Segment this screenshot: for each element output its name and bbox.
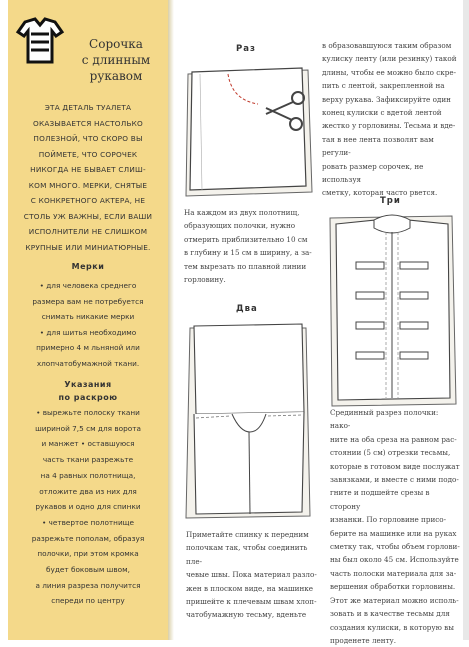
text-line: горловину. [184, 275, 226, 285]
intro-line: НИКОГДА НЕ БЫВАЕТ СЛИШ- [30, 165, 146, 174]
intro-line: С КОНКРЕТНОГО АКТЕРА, НЕ [30, 196, 146, 205]
text-line: полочкам так, чтобы соединить пле- [186, 543, 308, 566]
step-three-text [330, 406, 460, 647]
intro-line: ЭТА ДЕТАЛЬ ТУАЛЕТА [44, 103, 132, 112]
text-line: зовать и в качестве тесьмы для [330, 609, 450, 619]
cutting-line: и манжет • оставшуюся [41, 439, 135, 449]
intro-line: СТОЛЬ УЖ ВАЖНЫ, ЕСЛИ ВАШИ [23, 211, 153, 221]
continuation-text [322, 39, 460, 200]
intro-text [14, 100, 162, 255]
text-line: часть полоски материала для за- [330, 568, 457, 578]
step-three-label: Три [380, 196, 401, 206]
cutting-line: • четвертое полотнище [41, 517, 135, 527]
step-one-text [184, 206, 334, 286]
step-two-label: Два [236, 304, 258, 314]
text-line: На каждом из двух полотнищ, [184, 208, 300, 217]
cutting-line: полочки, при этом кромка [37, 549, 139, 559]
text-line: изнанки. По горловине присо- [330, 515, 447, 525]
intro-line: КРУПНЫЕ ИЛИ МИНИАТЮРНЫЕ. [25, 242, 151, 252]
intro-line: ИСПОЛНИТЕЛИ НЕ СЛИШКОМ [28, 227, 148, 236]
step-two-text [186, 528, 320, 622]
cutting-line: рукавов и одно для спинки [35, 502, 141, 512]
measures-line: • для шитья необходимо [39, 327, 137, 337]
text-line: создания кулиски, в которую вы [330, 622, 454, 632]
cutting-heading [14, 378, 162, 404]
text-line: тая в нее лента позволят вам регули- [322, 134, 434, 158]
cutting-line: шириной 7,5 см для ворота [35, 423, 141, 433]
title-line: Сорочка [89, 37, 143, 51]
text-line: в образовавшуюся таким образом [322, 41, 452, 50]
cutting-list [14, 405, 162, 609]
page-title [66, 36, 166, 84]
measures-line: размера вам не потребуется [32, 296, 144, 306]
intro-line: ОКАЗЫВАЕТСЯ НАСТОЛЬКО [33, 118, 143, 128]
text-line: стоянии (5 см) отрезки тесьмы, [330, 448, 451, 458]
text-line: пришейте к плечевым швам хлоп- [186, 597, 317, 607]
text-line: длины, чтобы ее можно было скре- [322, 67, 457, 77]
cutting-line: разрежьте пополам, образуя [31, 533, 145, 543]
step-one-label: Раз [236, 44, 256, 54]
cutting-line: а линия разреза получится [35, 580, 141, 590]
cutting-line: на 4 равных полотнища, [40, 470, 136, 480]
text-line: гните и подшейте срезы в сторону [330, 488, 430, 511]
text-line: верху рукава. Зафиксируйте один [322, 94, 451, 104]
text-line: кулиску ленту (или резинку) такой [322, 54, 457, 64]
text-line: ните на оба среза на равном рас- [330, 434, 457, 444]
measures-heading: Мерки [71, 262, 105, 271]
measures-line: снимать никакие мерки [41, 312, 135, 321]
text-line: тем вырезать по плавной линии [184, 261, 307, 271]
text-line: конец кулиски с вдетой лентой [322, 108, 442, 118]
text-line: которые в готовом виде послужат [330, 461, 460, 471]
cutting-heading-line: Указания [64, 380, 112, 389]
text-line: чатобумажную тесьму, вденьте [186, 610, 307, 620]
text-line: берите на машинке или на руках [330, 528, 457, 538]
shirt-logo-icon [15, 16, 65, 66]
cutting-line: отложите два из них для [39, 486, 137, 496]
cutting-line: будет боковым швом, [46, 565, 130, 575]
text-line: ны был около 45 см. Используйте [330, 555, 459, 565]
measures-list [14, 278, 162, 371]
text-line: Этот же материал можно исполь- [330, 595, 459, 605]
measures-line: хлопчатобумажной ткани. [36, 358, 140, 368]
text-line: сметку так, чтобы объем горлови- [330, 542, 460, 552]
text-line: жен в плоском виде, на машинке [186, 583, 314, 593]
intro-line: КОМ МНОГО. МЕРКИ, СНЯТЫЕ [28, 180, 148, 190]
text-line: Приметайте спинку к передним [186, 530, 309, 539]
text-line: отмерить приблизительно 10 см [184, 234, 308, 244]
cutting-line: • вырежьте полоску ткани [36, 408, 140, 417]
page-edge [463, 0, 469, 640]
text-line: жестко у горловины. Тесьма и вде- [322, 121, 456, 131]
text-line: чевые швы. Пока материал разло- [186, 570, 317, 580]
measures-line: • для человека среднего [39, 281, 137, 290]
measures-line: примерно 4 м льняной или [36, 343, 140, 352]
cutting-line: часть ткани разрежьте [42, 455, 134, 465]
step-two-illustration [180, 320, 320, 525]
cutting-line: спереди по центру [51, 596, 125, 606]
step-three-illustration [326, 210, 460, 410]
cutting-heading-line: по раскрою [58, 393, 118, 402]
sidebar-shadow [168, 0, 174, 640]
intro-line: ПОЛЕЗНОЙ, ЧТО СКОРО ВЫ [33, 134, 143, 143]
intro-line: ПОЙМЕТЕ, ЧТО СОРОЧЕК [38, 149, 138, 159]
step-one-illustration [180, 60, 320, 200]
text-line: пить с лентой, закрепленной на [322, 81, 445, 91]
text-line: в глубину и 15 см в ширину, а за- [184, 248, 312, 258]
title-line: с длинным [81, 53, 151, 67]
text-line: Срединный разрез полочки: нако- [330, 408, 439, 431]
text-line: образующих полочки, нужно [184, 221, 296, 231]
text-line: сметку, которая часто рвется. [322, 188, 438, 198]
text-line: ровать размер сорочек, не используя [322, 161, 424, 185]
text-line: проденете ленту. [330, 635, 397, 645]
text-line: завязками, и вместе с ними подо- [330, 475, 459, 485]
text-line: вершения обработки горловины. [330, 582, 456, 592]
title-line: рукавом [89, 69, 143, 83]
